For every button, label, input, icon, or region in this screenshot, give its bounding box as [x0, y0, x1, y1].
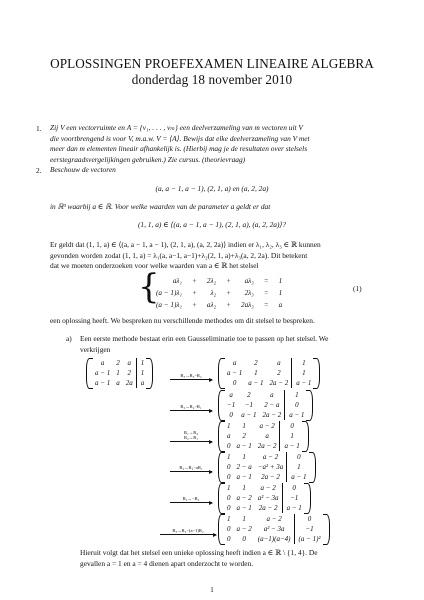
system-cell: 1 [278, 289, 283, 297]
matrix-cell: −1 [244, 401, 253, 409]
matrix-row [224, 378, 314, 388]
matrix-cell: 2 [242, 432, 246, 440]
matrix-cell: a [265, 432, 269, 440]
matrix-cell: a − 1 [95, 369, 111, 377]
right-parenthesis [306, 390, 313, 421]
method-intro: een oplossing heeft. We bespreken nu verschillende methodes om dit stelsel te bespreken. [50, 316, 315, 325]
matrix-cell: 0 [232, 379, 237, 387]
right-parenthesis [304, 483, 311, 514]
matrix-row [224, 462, 310, 472]
matrix-cell: a − 2 [259, 422, 275, 430]
matrix-cell: 1 [227, 453, 231, 461]
matrix-rhs-cell: a − 1 [292, 378, 315, 388]
matrix-cell: a² − 3a [263, 525, 285, 533]
matrix-row [224, 410, 307, 420]
part-a-line: verkrijgen [80, 344, 111, 354]
row-operation-4 [170, 465, 212, 472]
page-number: 1 [210, 585, 214, 594]
part-a-line: Een eerste methode bestaat erin een Gausseliminatie toe te passen op het stelsel. We [80, 334, 329, 343]
row-operation-label: R₂→−R₂ [182, 496, 200, 501]
explanation-line: gevonden worden zodat (1, 1, a) = λ₁(a, a−1, a−1)+λ₂(2, 1, a)+λ₃(a, 2, 2a). Dit betekent [50, 250, 308, 260]
system-cell: 2λ₂ [206, 277, 217, 285]
matrix-rhs-cell: 0 [294, 514, 323, 524]
matrix-cell: −a² + 3a [257, 463, 284, 471]
matrix-cell: 1 [242, 515, 246, 523]
matrix-cell: 2 [277, 369, 281, 377]
system-brace: { [138, 267, 160, 307]
system-cell: (a − 1)λ₁ [156, 289, 183, 297]
matrix-row [224, 514, 324, 524]
matrix-cell: a − 1 [236, 504, 252, 512]
matrix-cell: 0 [227, 525, 231, 533]
matrix-step-2 [218, 390, 313, 420]
matrix-rhs-cell: 1 [287, 462, 310, 472]
row-operation-label: R₂→R₂−aR₁ [179, 465, 203, 470]
matrix-cell: 1 [116, 369, 120, 377]
explanation-line: dat we moeten onderzoeken voor welke waarden van a ∈ ℝ het stelsel [50, 261, 259, 271]
matrix-row [224, 503, 305, 513]
matrix-cell: a − 1 [241, 411, 257, 419]
matrix-cell: −1 [227, 401, 236, 409]
vectors-formula: (a, a − 1, a − 1), (2, 1, a) en (a, 2, 2a) [155, 184, 269, 193]
matrix-row [92, 368, 147, 378]
row-operation-label: R₂→R₂−R₁ [180, 404, 202, 409]
matrix-rhs-cell: a − 1 [285, 410, 308, 420]
matrix-row [224, 390, 307, 400]
matrix-cell: 2 − a [264, 401, 280, 409]
matrix-row [224, 452, 310, 462]
system-cell: aλ₂ [206, 301, 217, 309]
matrix-cell: 2a [125, 379, 133, 387]
matrix-row [224, 368, 314, 378]
row-operation-label: R₂→R₁ [184, 435, 198, 440]
matrix-cell: 2 − a [236, 463, 252, 471]
matrix-rhs-cell: 1 [136, 358, 147, 368]
left-parenthesis [86, 358, 93, 389]
matrix-cell: 2a − 2 [269, 379, 289, 387]
row-operation-1 [170, 373, 212, 380]
matrix-cell: 1 [242, 422, 246, 430]
left-parenthesis [218, 421, 225, 452]
document-date: donderdag 18 november 2010 [131, 72, 293, 87]
matrix-cell: 1 [227, 484, 231, 492]
part-a-text [80, 334, 380, 355]
system-cell: = [263, 289, 269, 297]
matrix-cell: 2a − 2 [258, 504, 278, 512]
system-cell: + [192, 277, 197, 285]
matrix-cell: 1 [242, 453, 246, 461]
conclusion-paragraph [80, 548, 400, 569]
matrix-cell: 1 [227, 515, 231, 523]
matrix-row [224, 534, 324, 544]
matrix-rhs-cell: 0 [285, 400, 308, 410]
system-row [152, 288, 286, 298]
matrix-rhs-cell: 1 [292, 368, 315, 378]
matrix-cell: 2 [247, 391, 251, 399]
matrix-row [224, 431, 303, 441]
equation-system [150, 274, 288, 312]
right-parenthesis [146, 358, 153, 389]
matrix-rhs-cell: 1 [280, 431, 303, 441]
system-cell: a [278, 301, 283, 309]
part-a-label: a) [66, 334, 72, 343]
explanation-line: Er geldt dat (1, 1, a) ∈ ⟨(a, a − 1, a − 1), (2, 1, a), (a, 2, 2a)⟩ indien er λ₁, λ₂, λ₃ ∈ ℝ kunnen [50, 240, 321, 249]
matrix-cell: a − 1 [95, 379, 111, 387]
matrix-rhs-cell: a − 1 [282, 503, 305, 513]
matrix-rhs-cell: (a − 1)² [294, 534, 323, 544]
explanation-paragraph [50, 240, 400, 272]
right-parenthesis [313, 358, 320, 389]
matrix-row [224, 483, 305, 493]
r3-line: in ℝ³ waarbij a ∈ ℝ. Voor welke waarden van de parameter a geldt er dat [50, 202, 271, 211]
matrix-cell: a [270, 391, 274, 399]
matrix-cell: a − 2 [262, 453, 279, 461]
matrix-cell: a [232, 359, 237, 367]
system-cell: + [192, 301, 197, 309]
matrix-rhs-cell: a − 1 [280, 441, 303, 451]
matrix-cell: a − 2 [266, 515, 282, 523]
matrix-cell: 2a − 2 [257, 442, 277, 450]
matrix-cell: 0 [227, 494, 231, 502]
matrix-cell: a [127, 359, 131, 367]
left-parenthesis [218, 390, 225, 421]
matrix-row [224, 524, 324, 534]
matrix-cell: a − 1 [248, 379, 264, 387]
matrix-step-6 [218, 514, 330, 544]
row-operation-2 [170, 404, 212, 411]
row-operation-label: R₁→R₂ [184, 430, 198, 435]
matrix-cell: 0 [229, 411, 233, 419]
conclusion-line: Hieruit volgt dat het stelsel een unieke oplossing heeft indien a ∈ ℝ \ {1, 4}. De [80, 548, 318, 557]
matrix-rhs-cell: 1 [292, 358, 315, 368]
matrix-cell: 1 [227, 422, 231, 430]
matrix-cell: 0 [227, 442, 231, 450]
matrix-cell: a − 1 [236, 442, 252, 450]
matrix-rhs-cell: 1 [136, 368, 147, 378]
left-parenthesis [218, 358, 225, 389]
matrix-row [224, 493, 305, 503]
matrix-cell: 2 [116, 359, 120, 367]
matrix-cell: a − 2 [236, 494, 252, 502]
question-1-number: 1. [36, 124, 42, 133]
matrix-cell: 0 [227, 473, 231, 481]
question-1-text [50, 123, 390, 165]
left-parenthesis [218, 514, 225, 545]
row-operation-5 [170, 496, 212, 503]
matrix-rhs-cell: a [136, 378, 147, 388]
matrix-rhs-cell: 1 [285, 390, 308, 400]
matrix-cell: 0 [227, 463, 231, 471]
matrix-step-5 [218, 483, 311, 513]
row-operation-3 [170, 430, 212, 442]
span-question-formula: (1, 1, a) ∈ ⟨(a, a − 1, a − 1), (2, 1, a), (a, 2, 2a)⟩? [137, 220, 287, 229]
matrix-step-3 [218, 421, 309, 451]
matrix-step-1 [218, 358, 320, 388]
system-cell: + [226, 289, 231, 297]
matrix-rhs-cell: a − 1 [287, 472, 310, 482]
matrix-rhs-cell: −1 [294, 524, 323, 534]
matrix-cell: 1 [242, 484, 246, 492]
matrix-cell: a [277, 359, 281, 367]
right-parenthesis [302, 421, 309, 452]
matrix-cell: a − 1 [227, 369, 243, 377]
matrix-rhs-cell: 0 [287, 452, 310, 462]
q1-line: meer dan m elementen lineair afhankelijk is. (Hierbij mag je de resultaten over stelsels [50, 144, 308, 154]
question-2-number: 2. [36, 166, 42, 175]
system-row [152, 276, 286, 286]
matrix-cell: 0 [242, 535, 246, 543]
matrix-row [224, 400, 307, 410]
matrix-cell: 2 [127, 369, 131, 377]
matrix-initial [86, 358, 153, 388]
q1-line: die voortbrengend is voor V, m.a.w. V = ⟨A⟩. Bewijs dat elke deelverzameling van V met [50, 133, 310, 143]
q1-line: eerstegraadsvergelijkingen gebruiken.) Zie cursus. (theorievraag) [50, 154, 246, 164]
matrix-cell: a − 2 [236, 525, 252, 533]
left-parenthesis [218, 483, 225, 514]
matrix-cell: a [227, 432, 231, 440]
system-cell: 2aλ₃ [240, 301, 254, 309]
system-cell: 2λ₃ [244, 289, 254, 297]
system-cell: λ₂ [210, 289, 217, 297]
system-cell: + [226, 301, 231, 309]
document-title: OPLOSSINGEN PROEFEXAMEN LINEAIRE ALGEBRA [50, 56, 374, 71]
matrix-cell: 2 [254, 359, 258, 367]
system-cell: 1 [278, 277, 283, 285]
matrix-cell: 1 [254, 369, 258, 377]
equation-label: (1) [353, 284, 362, 293]
right-parenthesis [323, 514, 330, 545]
matrix-cell: 0 [227, 504, 231, 512]
system-cell: + [192, 289, 197, 297]
matrix-row [224, 441, 303, 451]
row-operation-label: R₃→R₃−R₂ [180, 373, 202, 378]
system-row [152, 300, 286, 310]
matrix-row [224, 358, 314, 368]
matrix-cell: 0 [227, 535, 231, 543]
question-2-intro: Beschouw de vectoren [50, 165, 116, 174]
matrix-cell: a − 2 [260, 484, 276, 492]
system-cell: aλ₁ [172, 277, 183, 285]
matrix-cell: a² − 3a [257, 494, 279, 502]
system-cell: = [263, 301, 269, 309]
system-cell: = [263, 277, 269, 285]
matrix-cell: a [229, 391, 233, 399]
conclusion-line: gevallen a = 1 en a = 4 dienen apart onderzocht te worden. [80, 558, 254, 568]
matrix-row [92, 378, 147, 388]
row-operation-6 [160, 528, 216, 535]
row-operation-label: R₃→R₃−(a−1)R₂ [172, 528, 204, 533]
matrix-row [224, 472, 310, 482]
matrix-row [92, 358, 147, 368]
system-cell: aλ₃ [244, 277, 254, 285]
matrix-rhs-cell: 0 [280, 421, 303, 431]
right-parenthesis [309, 452, 316, 483]
matrix-cell: a − 1 [236, 473, 252, 481]
q1-line: Zij V een vectorruimte en A = {v₁, . . . , vₘ} een deelverzameling van m vectoren uit V [50, 123, 303, 132]
matrix-row [224, 421, 303, 431]
system-cell: + [226, 277, 231, 285]
matrix-cell: (a−1)(a−4) [257, 535, 291, 543]
matrix-cell: a [116, 379, 120, 387]
matrix-cell: a [100, 359, 105, 367]
matrix-cell: 2a − 2 [261, 473, 280, 481]
matrix-step-4 [218, 452, 316, 482]
left-parenthesis [218, 452, 225, 483]
system-cell: (a − 1)λ₁ [156, 301, 183, 309]
matrix-cell: 2a − 2 [262, 411, 282, 419]
matrix-rhs-cell: −1 [282, 493, 305, 503]
matrix-rhs-cell: 0 [282, 483, 305, 493]
